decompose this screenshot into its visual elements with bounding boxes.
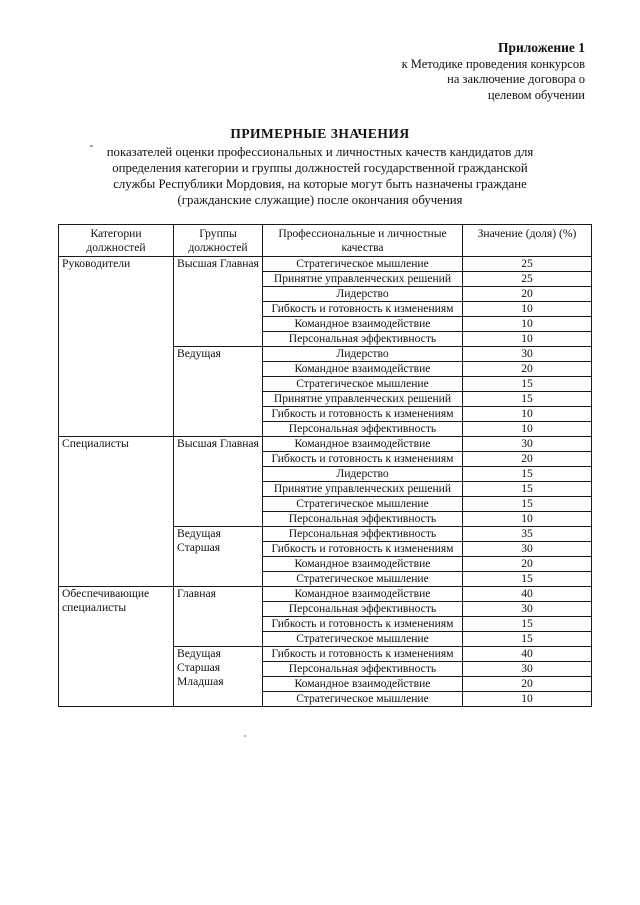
group-cell: Ведущая [174,347,263,437]
value-cell: 15 [463,377,592,392]
group-cell: Высшая Главная [174,257,263,347]
table-header-row [59,225,592,257]
appendix-header [402,40,585,103]
value-cell: 10 [463,512,592,527]
value-cell: 20 [463,362,592,377]
quality-cell: Гибкость и готовность к изменениям [263,452,463,467]
quality-cell: Гибкость и готовность к изменениям [263,302,463,317]
scan-speck [244,735,246,737]
subtitle-line: службы Республики Мордовия, на которые могут быть назначены граждане [113,177,527,191]
value-cell: 20 [463,677,592,692]
value-cell: 20 [463,287,592,302]
value-cell: 30 [463,602,592,617]
value-cell: 20 [463,452,592,467]
value-cell: 30 [463,662,592,677]
category-cell: Руководители [59,257,174,437]
value-cell: 25 [463,257,592,272]
quality-cell: Персональная эффективность [263,332,463,347]
value-cell: 10 [463,692,592,707]
quality-cell: Стратегическое мышление [263,257,463,272]
appendix-title: Приложение 1 [497,40,585,55]
value-cell: 10 [463,422,592,437]
appendix-line: к Методике проведения конкурсов [401,56,585,71]
value-cell: 10 [463,332,592,347]
quality-cell: Командное взаимодействие [263,437,463,452]
value-cell: 30 [463,542,592,557]
quality-cell: Принятие управленческих решений [263,482,463,497]
quality-cell: Персональная эффективность [263,512,463,527]
quality-cell: Лидерство [263,467,463,482]
quality-cell: Персональная эффективность [263,602,463,617]
table-row [59,257,592,272]
quality-cell: Стратегическое мышление [263,632,463,647]
value-cell: 40 [463,587,592,602]
category-cell: Специалисты [59,437,174,587]
group-cell: Ведущая Старшая [174,527,263,587]
quality-cell: Командное взаимодействие [263,362,463,377]
value-cell: 25 [463,272,592,287]
header-quality: Профессиональные и личностные качества [263,225,463,257]
quality-cell: Стратегическое мышление [263,497,463,512]
subtitle-line: показателей оценки профессиональных и личностных качеств кандидатов для [106,145,534,159]
quality-cell: Лидерство [263,287,463,302]
quality-cell: Командное взаимодействие [263,587,463,602]
value-cell: 35 [463,527,592,542]
quality-cell: Принятие управленческих решений [263,392,463,407]
header-group: Группы должностей [174,225,263,257]
document-heading [60,126,580,208]
document-subtitle [60,144,580,208]
appendix-line: на заключение договора о [447,72,585,86]
value-cell: 15 [463,392,592,407]
value-cell: 30 [463,437,592,452]
table-body [59,257,592,707]
value-cell: 15 [463,497,592,512]
group-cell: Высшая Главная [174,437,263,527]
quality-cell: Командное взаимодействие [263,557,463,572]
value-cell: 15 [463,617,592,632]
quality-cell: Гибкость и готовность к изменениям [263,647,463,662]
scores-table [58,224,592,707]
appendix-line: целевом обучении [487,87,585,102]
value-cell: 40 [463,647,592,662]
quality-cell: Персональная эффективность [263,527,463,542]
value-cell: 10 [463,317,592,332]
value-cell: 15 [463,632,592,647]
quality-cell: Персональная эффективность [263,662,463,677]
value-cell: 15 [463,482,592,497]
quality-cell: Стратегическое мышление [263,572,463,587]
value-cell: 15 [463,467,592,482]
quality-cell: Лидерство [263,347,463,362]
document-title: ПРИМЕРНЫЕ ЗНАЧЕНИЯ [230,126,410,141]
subtitle-line: определения категории и группы должностей государственной гражданской [112,161,528,175]
value-cell: 20 [463,557,592,572]
value-cell: 10 [463,302,592,317]
group-cell: Ведущая Старшая Младшая [174,647,263,707]
header-category: Категории должностей [59,225,174,257]
table-row [59,437,592,452]
subtitle-line: (гражданские служащие) после окончания обучения [177,193,463,207]
value-cell: 10 [463,407,592,422]
scan-speck [90,145,93,147]
quality-cell: Командное взаимодействие [263,317,463,332]
table-row [59,587,592,602]
value-cell: 15 [463,572,592,587]
quality-cell: Командное взаимодействие [263,677,463,692]
quality-cell: Гибкость и готовность к изменениям [263,542,463,557]
category-cell: Обеспечивающие специалисты [59,587,174,707]
quality-cell: Стратегическое мышление [263,692,463,707]
header-value: Значение (доля) (%) [463,225,592,257]
quality-cell: Стратегическое мышление [263,377,463,392]
quality-cell: Гибкость и готовность к изменениям [263,407,463,422]
group-cell: Главная [174,587,263,647]
value-cell: 30 [463,347,592,362]
quality-cell: Принятие управленческих решений [263,272,463,287]
quality-cell: Персональная эффективность [263,422,463,437]
quality-cell: Гибкость и готовность к изменениям [263,617,463,632]
